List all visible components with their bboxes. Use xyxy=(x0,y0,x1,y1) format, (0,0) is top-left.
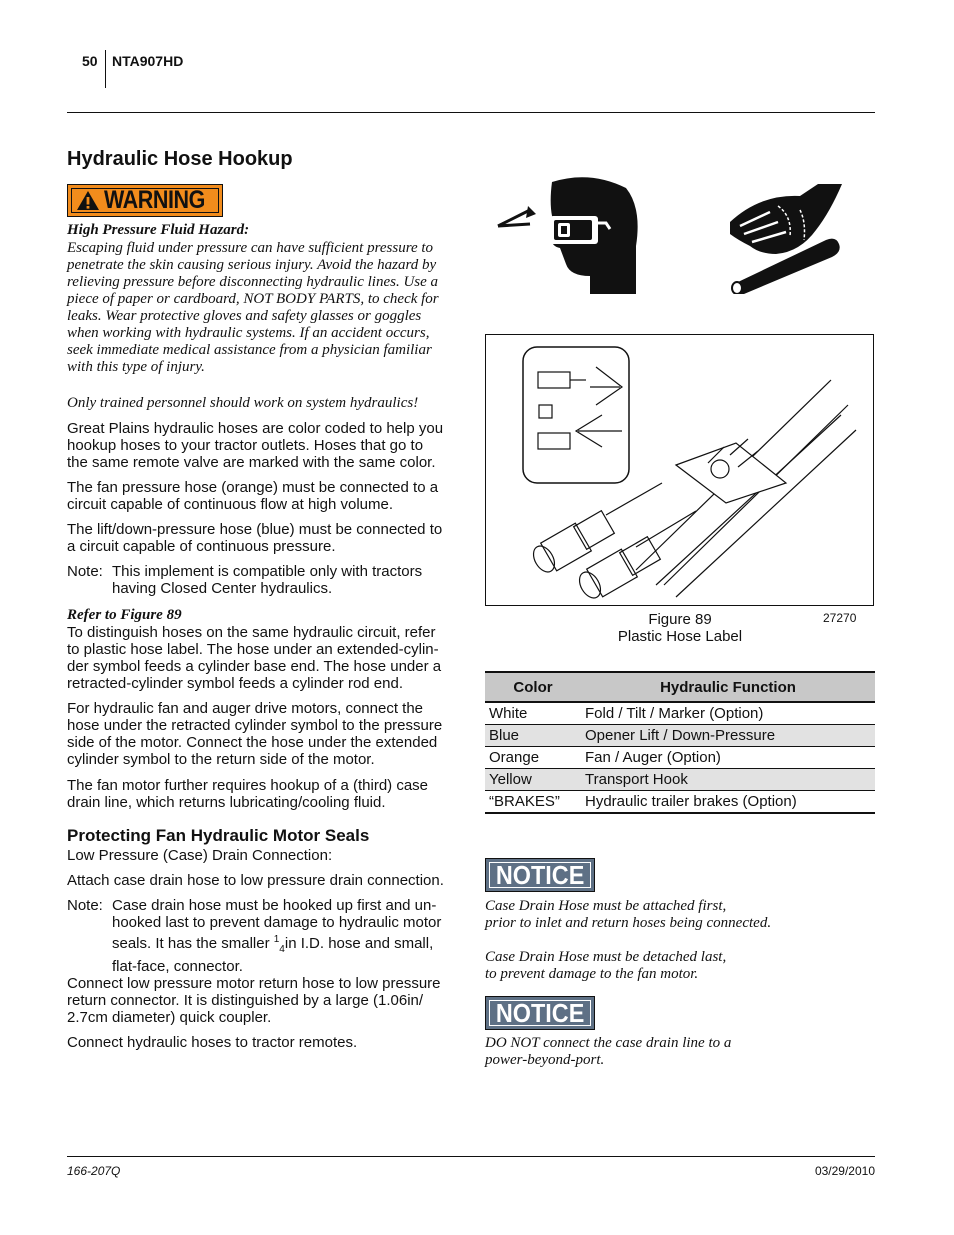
footer-rule xyxy=(67,1156,875,1157)
hazard-line: with this type of injury. xyxy=(67,359,205,375)
column-header-color: Color xyxy=(485,672,581,702)
table-row: “BRAKES” Hydraulic trailer brakes (Option) xyxy=(485,791,875,814)
model-name: NTA907HD xyxy=(112,53,184,69)
attach-drain-paragraph: Attach case drain hose to low pressure drain connection. xyxy=(67,872,444,889)
notice-label-1: NOTICE xyxy=(485,858,595,892)
hose-label-illustration xyxy=(486,335,873,605)
paragraph-motor-drive: For hydraulic fan and auger drive motors, connect the hose under the retracted cylinder symbol to the pressure side of the motor. Connect the hose under the extended cylinder symbol to the return side of the motor. xyxy=(67,700,443,768)
figure-image-id: 27270 xyxy=(823,611,857,625)
hand-injection-hazard-icon xyxy=(720,182,850,294)
figure-89-frame xyxy=(485,334,874,606)
drain-connection-heading: Low Pressure (Case) Drain Connection: xyxy=(67,847,333,864)
page-number: 50 xyxy=(82,53,98,69)
paragraph-tractor-remotes: Connect hydraulic hoses to tractor remotes. xyxy=(67,1034,358,1051)
figure-number: Figure 89 xyxy=(648,611,712,628)
paragraph-lift-pressure: The lift/down-pressure hose (blue) must be connected to a circuit capable of continuous pressure. xyxy=(67,521,443,555)
note-closed-center: Note: This implement is compatible only with tractors having Closed Center hydraulics. xyxy=(67,563,423,597)
hazard-line: when working with hydraulic systems. If an accident occurs, xyxy=(67,325,430,341)
hose-color-table xyxy=(485,671,875,814)
warning-text: WARNING xyxy=(104,186,205,214)
trained-personnel-note: Only trained personnel should work on system hydraulics! xyxy=(67,395,419,411)
figure-reference: Refer to Figure 89 xyxy=(67,607,182,623)
hazard-line: relieving pressure before disconnecting hydraulic lines. Use a xyxy=(67,274,439,290)
header-divider xyxy=(105,50,106,88)
hazard-line: penetrate the skin causing serious injury. Avoid the hazard by xyxy=(67,257,437,273)
hazard-line: seek immediate medical assistance from a physician familiar xyxy=(67,342,432,358)
paragraph-color-coded: Great Plains hydraulic hoses are color coded to help you hookup hoses to your tractor outlets. Hoses that go to the same remote valve are marked with the same color. xyxy=(67,420,444,471)
table-row: Yellow Transport Hook xyxy=(485,769,875,791)
paragraph-distinguish-hoses: To distinguish hoses on the same hydraulic circuit, refer to plastic hose label. The hose under an extended-cylin- der symbol feeds a cylinder base end. The hose under a retracted-cylinder symbol feeds a cylinder rod end. xyxy=(67,624,442,692)
note-case-drain: Note: Case drain hose must be hooked up first and un- hooked last to prevent damage to hydraulic motor seals. It has the smaller $^1_4$in I.D. hose and small, flat-face, connector. xyxy=(67,897,442,975)
eye-protection-icon xyxy=(490,176,650,300)
section-title: Hydraulic Hose Hookup xyxy=(67,148,293,170)
subsection-title: Protecting Fan Hydraulic Motor Seals xyxy=(67,826,370,845)
hazard-line: leaks. Wear protective gloves and safety glasses or goggles xyxy=(67,308,422,324)
hazard-title: High Pressure Fluid Hazard: xyxy=(67,222,250,238)
paragraph-fan-pressure: The fan pressure hose (orange) must be connected to a circuit capable of continuous flow at high volume. xyxy=(67,479,439,513)
table-row: Orange Fan / Auger (Option) xyxy=(485,747,875,769)
column-header-function: Hydraulic Function xyxy=(581,672,875,702)
notice-label-2: NOTICE xyxy=(485,996,595,1030)
table-header-row xyxy=(485,672,875,702)
paragraph-case-drain: The fan motor further requires hookup of a (third) case drain line, which returns lubricating/cooling fluid. xyxy=(67,777,429,811)
hazard-line: Escaping fluid under pressure can have sufficient pressure to xyxy=(67,240,434,256)
notice-2-text: DO NOT connect the case drain line to a power-beyond-port. xyxy=(485,1035,732,1068)
warning-triangle-icon xyxy=(76,190,100,211)
document-date: 03/29/2010 xyxy=(814,1164,875,1178)
hazard-description xyxy=(67,240,467,376)
document-number: 166-207Q xyxy=(67,1164,121,1178)
paragraph-return-connector: Connect low pressure motor return hose to low pressure return connector. It is distinguished by a large (1.06in/ 2.7cm diameter) quick coupler. xyxy=(67,975,441,1026)
table-row: Blue Opener Lift / Down-Pressure xyxy=(485,725,875,747)
notice-1-text: Case Drain Hose must be attached first, prior to inlet and return hoses being connected. Case Drain Hose must be detached last, to prevent damage to the fan motor. xyxy=(485,898,772,982)
header-rule xyxy=(67,112,875,113)
table-row: White Fold / Tilt / Marker (Option) xyxy=(485,702,875,725)
warning-label xyxy=(67,184,223,217)
hazard-line: piece of paper or cardboard, NOT BODY PARTS, to check for xyxy=(67,291,439,307)
figure-title: Plastic Hose Label xyxy=(617,628,743,645)
